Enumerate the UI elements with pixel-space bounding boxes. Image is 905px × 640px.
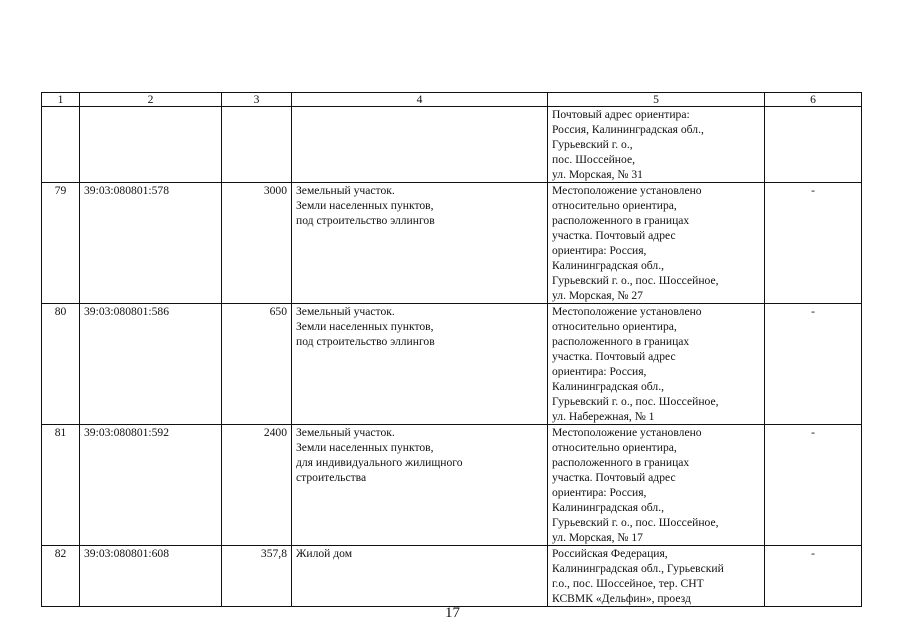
- description-line: Земли населенных пунктов,: [296, 199, 434, 212]
- column-6-value: -: [765, 304, 862, 425]
- address-line: Гурьевский г. о., пос. Шоссейное,: [552, 395, 719, 408]
- address-line: Гурьевский г. о., пос. Шоссейное,: [552, 274, 719, 287]
- column-number-row: [42, 93, 862, 107]
- address-line: Гурьевский г. о.,: [552, 138, 633, 151]
- table-row: [42, 546, 862, 607]
- object-address: [548, 425, 765, 546]
- address-line: КСВМК «Дельфин», проезд: [552, 592, 691, 605]
- address-line: относительно ориентира,: [552, 320, 677, 333]
- address-line: ориентира: Россия,: [552, 244, 647, 257]
- column-6-value: [765, 107, 862, 183]
- address-line: ул. Морская, № 17: [552, 531, 643, 544]
- address-line: Почтовый адрес ориентира:: [552, 108, 690, 121]
- address-line: ул. Морская, № 31: [552, 168, 643, 181]
- address-line: участка. Почтовый адрес: [552, 471, 676, 484]
- column-6-value: -: [765, 546, 862, 607]
- description-line: Земли населенных пунктов,: [296, 320, 434, 333]
- address-line: пос. Шоссейное,: [552, 153, 635, 166]
- area-value: 650: [222, 304, 292, 425]
- cadastral-number: [80, 107, 222, 183]
- address-line: Калининградская обл.,: [552, 501, 664, 514]
- address-line: участка. Почтовый адрес: [552, 350, 676, 363]
- address-line: Местоположение установлено: [552, 426, 702, 439]
- address-line: Гурьевский г. о., пос. Шоссейное,: [552, 516, 719, 529]
- description-line: для индивидуального жилищного: [296, 456, 463, 469]
- column-header-3: 3: [222, 93, 292, 107]
- description-line: Земельный участок.: [296, 305, 395, 318]
- cadastral-number: 39:03:080801:578: [80, 183, 222, 304]
- cadastral-number: 39:03:080801:586: [80, 304, 222, 425]
- column-6-value: -: [765, 183, 862, 304]
- cadastral-number: 39:03:080801:608: [80, 546, 222, 607]
- address-line: ул. Морская, № 27: [552, 289, 643, 302]
- address-line: расположенного в границах: [552, 456, 690, 469]
- row-number: 79: [42, 183, 80, 304]
- address-line: Калининградская обл.,: [552, 259, 664, 272]
- row-number: [42, 107, 80, 183]
- object-address: [548, 546, 765, 607]
- address-line: г.о., пос. Шоссейное, тер. СНТ: [552, 577, 704, 590]
- area-value: 2400: [222, 425, 292, 546]
- address-line: Российская Федерация,: [552, 547, 668, 560]
- address-line: ориентира: Россия,: [552, 365, 647, 378]
- address-line: участка. Почтовый адрес: [552, 229, 676, 242]
- table-row: [42, 183, 862, 304]
- object-address: [548, 107, 765, 183]
- description-line: под строительство эллингов: [296, 335, 435, 348]
- description-line: строительства: [296, 471, 367, 484]
- area-value: 3000: [222, 183, 292, 304]
- column-header-1: 1: [42, 93, 80, 107]
- description-line: Земельный участок.: [296, 184, 395, 197]
- cadastral-number: 39:03:080801:592: [80, 425, 222, 546]
- object-description: [292, 425, 548, 546]
- table-row: [42, 304, 862, 425]
- area-value: [222, 107, 292, 183]
- object-description: [292, 183, 548, 304]
- address-line: относительно ориентира,: [552, 441, 677, 454]
- address-line: расположенного в границах: [552, 214, 690, 227]
- column-header-5: 5: [548, 93, 765, 107]
- address-line: Калининградская обл., Гурьевский: [552, 562, 724, 575]
- row-number: 80: [42, 304, 80, 425]
- object-address: [548, 304, 765, 425]
- description-line: Земельный участок.: [296, 426, 395, 439]
- column-6-value: -: [765, 425, 862, 546]
- object-description: [292, 304, 548, 425]
- object-description: [292, 107, 548, 183]
- description-line: Жилой дом: [296, 547, 353, 560]
- address-line: Местоположение установлено: [552, 184, 702, 197]
- row-number: 81: [42, 425, 80, 546]
- table-row: [42, 425, 862, 546]
- page-number: 17: [445, 605, 460, 621]
- description-line: под строительство эллингов: [296, 214, 435, 227]
- column-header-6: 6: [765, 93, 862, 107]
- row-number: 82: [42, 546, 80, 607]
- address-line: Калининградская обл.,: [552, 380, 664, 393]
- object-address: [548, 183, 765, 304]
- description-line: Земли населенных пунктов,: [296, 441, 434, 454]
- column-header-4: 4: [292, 93, 548, 107]
- table-row: [42, 107, 862, 183]
- address-line: относительно ориентира,: [552, 199, 677, 212]
- address-line: Местоположение установлено: [552, 305, 702, 318]
- column-header-2: 2: [80, 93, 222, 107]
- area-value: 357,8: [222, 546, 292, 607]
- address-line: Россия, Калининградская обл.,: [552, 123, 704, 136]
- property-register-table: [41, 92, 862, 607]
- object-description: [292, 546, 548, 607]
- address-line: ул. Набережная, № 1: [552, 410, 655, 423]
- address-line: ориентира: Россия,: [552, 486, 647, 499]
- address-line: расположенного в границах: [552, 335, 690, 348]
